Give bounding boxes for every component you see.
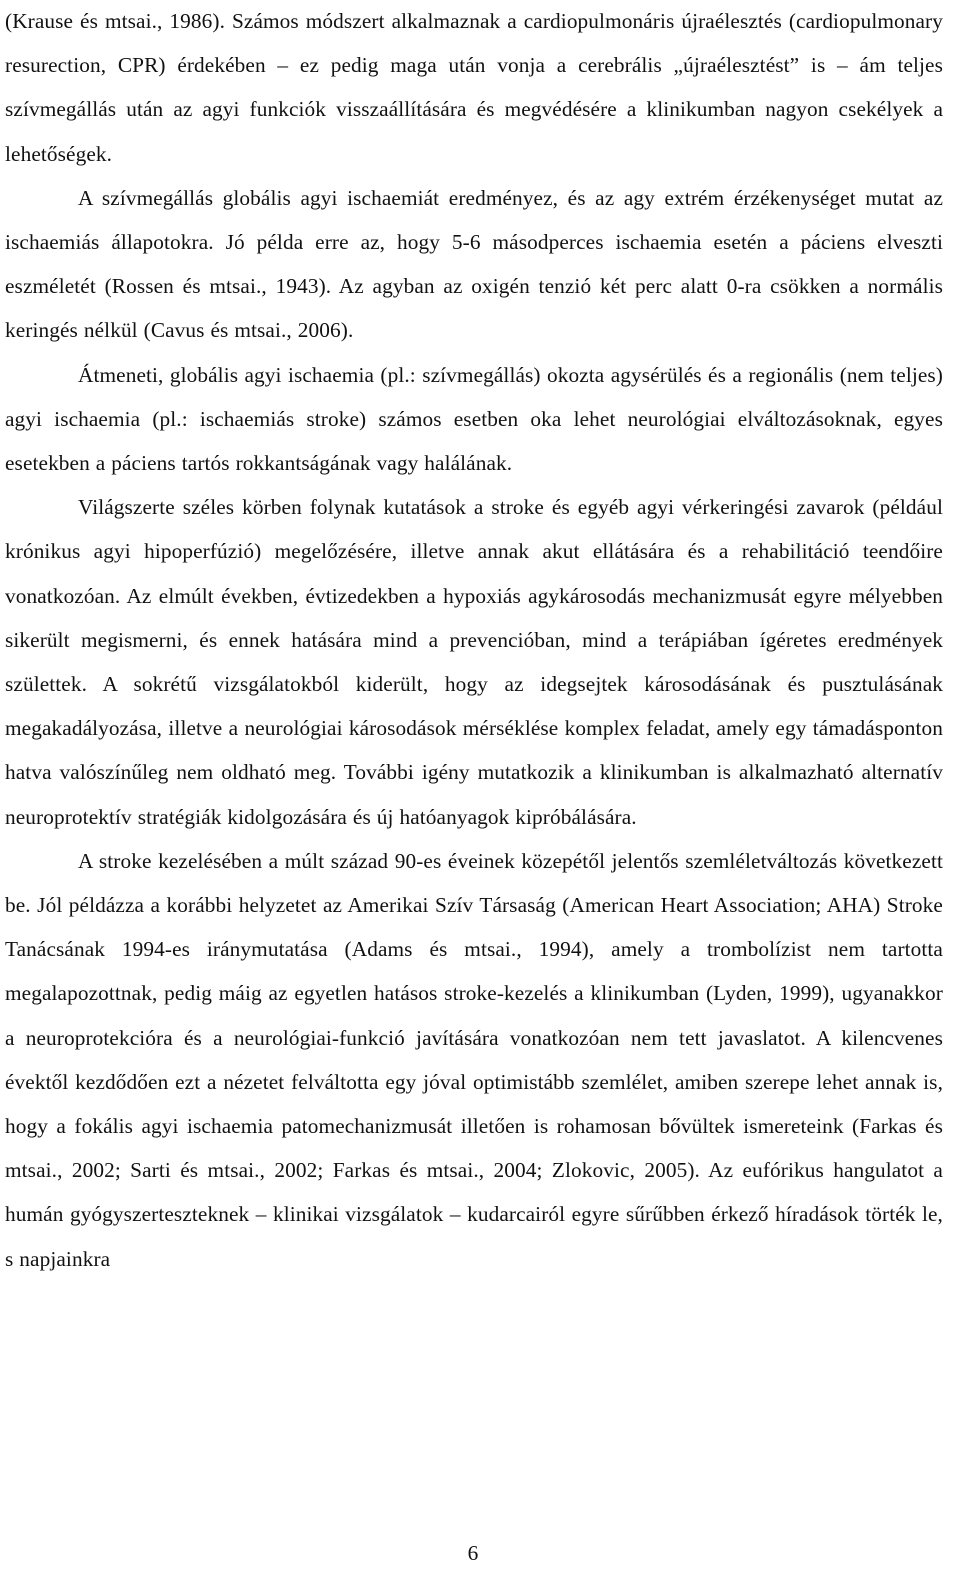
paragraph: A szívmegállás globális agyi ischaemiát eredményez, és az agy extrém érzékenységet mutat az ischaemiás állapotokra. Jó példa erre az, hogy 5-6 másodperces ischaemia esetén a páciens elveszti eszméletét (Rossen és mtsai., 1943). Az agyban az oxigén tenzió két perc alatt 0-ra csökken a normális keringés nélkül (Cavus és mtsai., 2006). — [5, 185, 943, 343]
paragraph: Átmeneti, globális agyi ischaemia (pl.: szívmegállás) okozta agysérülés és a regionális (nem teljes) agyi ischaemia (pl.: ischaemiás stroke) számos esetben oka lehet neurológiai elváltozásoknak, egyes esetekben a páciens tartós rokkantságának vagy halálának. — [5, 362, 943, 476]
paragraph: (Krause és mtsai., 1986). Számos módszert alkalmaznak a cardiopulmonáris újraélesztés (cardiopulmonary resurection, CPR) érdekében – ez pedig maga után vonja a cerebrális „újraélesztést” is – ám teljes szívmegállás után az agyi funkciók visszaállítására és megvédésére a klinikumban nagyon csekélyek a lehetőségek. — [5, 9, 943, 166]
paragraph: Világszerte széles körben folynak kutatások a stroke és egyéb agyi vérkeringési zavarok (például krónikus agyi hipoperfúzió) megelőzésére, illetve annak akut ellátására és a rehabilitáció teendőire vonatkozóan. Az elmúlt években, évtizedekben a hypoxiás agykárosodás mechanizmusát egyre mélyebben sikerült megismerni, és ennek hatására mind a prevencióban, mind a terápiában ígéretes eredmények születtek. A sokrétű vizsgálatokból kiderült, hogy az idegsejtek károsodásának és pusztulásának megakadályozása, illetve a neurológiai károsodások mérséklése komplex feladat, amely egy támadásponton hatva valószínűleg nem oldható meg. További igény mutatkozik a klinikumban is alkalmazható alternatív neuroprotektív stratégiák kidolgozására és új hatóanyagok kipróbálására. — [5, 495, 943, 829]
body-text — [5, 0, 943, 1281]
paragraph: A stroke kezelésében a múlt század 90-es éveinek közepétől jelentős szemléletváltozás következett be. Jól példázza a korábbi helyzetet az Amerikai Szív Társaság (American Heart Association; AHA) Stroke Tanácsának 1994-es iránymutatása (Adams és mtsai., 1994), amely a trombolízist nem tartotta megalapozottnak, pedig máig az egyetlen hatásos stroke-kezelés a klinikumban (Lyden, 1999), ugyanakkor a neuroprotekcióra és a neurológiai-funkció javítására vonatkozóan nem tett javaslatot. A kilencvenes évektől kezdődően ezt a nézetet felváltotta egy jóval optimistább szemlélet, amiben szerepe lehet annak is, hogy a fokális agyi ischaemia patomechanizmusát illetően is rohamosan bővültek ismereteink (Farkas és mtsai., 2002; Sarti és mtsai., 2002; Farkas és mtsai., 2004; Zlokovic, 2005). Az eufórikus hangulatot a humán gyógyszerteszteknek – klinikai vizsgálatok – kudarcairól egyre sűrűbben érkező híradások törték le, s napjainkra — [5, 848, 943, 1271]
page-number: 6 — [467, 1541, 479, 1565]
